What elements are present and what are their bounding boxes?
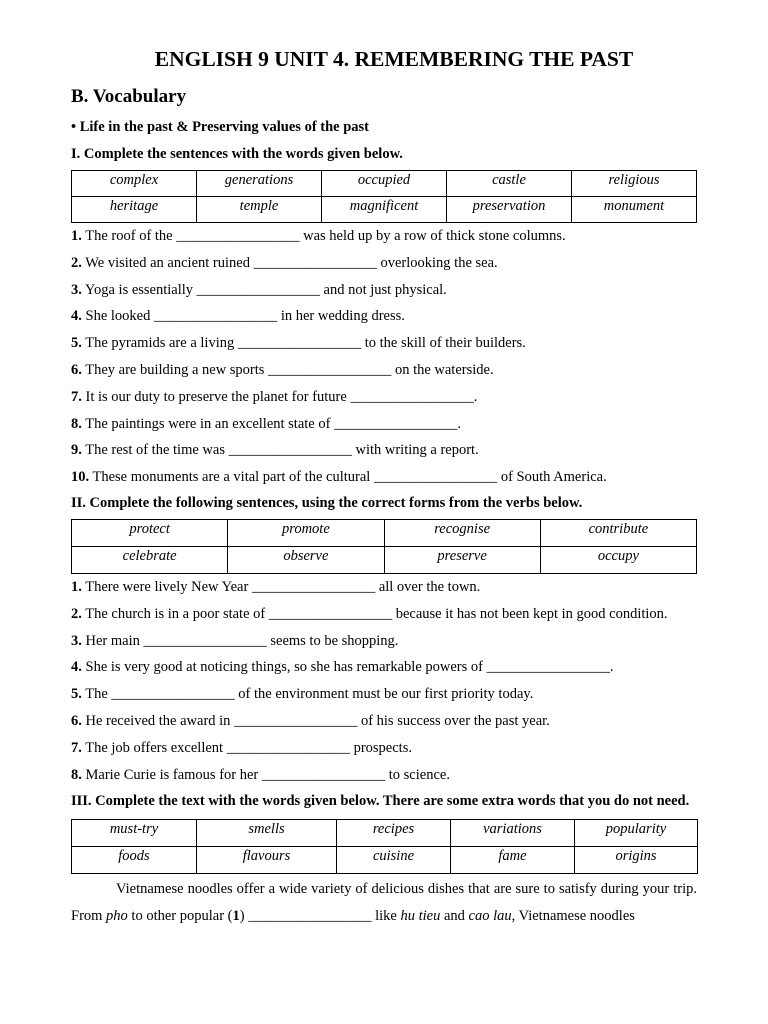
answer-blank[interactable]: _________________ <box>226 739 350 756</box>
question-text: Marie Curie is famous for her <box>81 766 262 783</box>
word-cell: complex <box>72 171 197 197</box>
question-item <box>71 250 697 277</box>
word-cell: religious <box>572 171 697 197</box>
question-number: 9. <box>71 442 82 459</box>
answer-blank[interactable]: _________________ <box>253 254 377 271</box>
question-number: 7. <box>71 388 82 405</box>
word-cell: must-try <box>72 820 197 847</box>
word-cell: generations <box>197 171 322 197</box>
question-number: 8. <box>71 766 82 783</box>
question-number: 8. <box>71 415 82 432</box>
paragraph-italic: hu tieu <box>400 908 441 925</box>
question-text: They are building a new sports <box>81 361 269 378</box>
answer-blank[interactable]: _________________ <box>268 605 393 622</box>
word-cell: magnificent <box>322 197 447 223</box>
question-item <box>71 601 697 628</box>
section-heading: B. Vocabulary <box>71 86 187 107</box>
answer-blank[interactable]: _________________ <box>373 469 498 486</box>
question-text: She looked <box>81 308 154 325</box>
part2-heading: II. Complete the following sentences, using the correct forms from the verbs below. <box>71 494 583 511</box>
part2-questions <box>71 574 697 788</box>
word-cell: preservation <box>447 197 572 223</box>
answer-blank[interactable]: _________________ <box>268 361 392 378</box>
question-number: 5. <box>71 335 82 352</box>
question-number: 10. <box>71 469 90 486</box>
paragraph-text: , Vietnamese noodles <box>511 908 635 925</box>
word-cell: observe <box>228 546 384 573</box>
word-cell: recognise <box>384 519 540 546</box>
question-item <box>71 277 697 304</box>
question-item <box>71 628 697 655</box>
question-item <box>71 574 697 601</box>
question-number: 2. <box>71 605 82 622</box>
answer-blank[interactable]: _________________ <box>248 908 372 925</box>
question-text: of the environment must be our first priority today. <box>234 686 534 703</box>
question-item <box>71 735 697 762</box>
question-text: all over the town. <box>375 578 481 595</box>
question-number: 3. <box>71 281 82 298</box>
question-number: 4. <box>71 308 82 325</box>
question-text: Yoga is essentially <box>81 281 197 298</box>
question-text: because it has not been kept in good condition. <box>392 605 668 622</box>
word-cell: preserve <box>384 546 540 573</box>
question-text: seems to be shopping. <box>266 632 399 649</box>
answer-blank[interactable]: _________________ <box>153 308 278 325</box>
page-title: ENGLISH 9 UNIT 4. REMEMBERING THE PAST <box>154 47 634 71</box>
answer-blank[interactable]: _________________ <box>251 578 376 595</box>
question-item <box>71 681 697 708</box>
paragraph-italic: pho <box>106 908 128 925</box>
paragraph-text: Vietnamese noodles offer a wide variety of delicious dishes that are sure to satisfy during your trip. From <box>71 881 697 925</box>
question-text: in her wedding dress. <box>277 308 405 325</box>
paragraph-text: ) <box>239 908 249 925</box>
question-item <box>71 762 697 789</box>
question-text: . <box>457 415 461 432</box>
answer-blank[interactable]: _________________ <box>261 766 386 783</box>
part1-heading: I. Complete the sentences with the words given below. <box>71 146 403 162</box>
question-item <box>71 384 697 411</box>
question-text: The roof of the <box>81 228 177 244</box>
question-text: overlooking the sea. <box>376 254 498 271</box>
question-text: The rest of the time was <box>81 442 229 459</box>
question-number: 2. <box>71 254 82 271</box>
answer-blank[interactable]: _________________ <box>237 335 362 352</box>
word-cell: contribute <box>540 519 696 546</box>
worksheet <box>71 0 697 930</box>
answer-blank[interactable]: _________________ <box>350 388 474 405</box>
paragraph-text: and <box>440 908 469 925</box>
question-text: . <box>609 659 614 676</box>
question-text: There were lively New Year <box>81 578 252 595</box>
part1-word-box <box>71 170 697 223</box>
word-cell: flavours <box>197 847 337 874</box>
part1-questions <box>71 223 697 491</box>
part2-word-box <box>71 519 697 574</box>
word-cell: fame <box>451 847 575 874</box>
question-number: 1. <box>71 578 82 595</box>
blank-number: 1 <box>232 908 240 925</box>
topic-heading: • Life in the past & Preserving values of the past <box>71 119 370 135</box>
reading-paragraph <box>71 876 697 930</box>
answer-blank[interactable]: _________________ <box>334 415 458 432</box>
question-text: The <box>81 686 112 703</box>
question-number: 1. <box>71 228 82 244</box>
word-cell: monument <box>572 197 697 223</box>
question-item <box>71 303 697 330</box>
question-text: to science. <box>385 766 450 783</box>
question-text: She is very good at noticing things, so she has remarkable powers of <box>81 659 487 676</box>
question-text: and not just physical. <box>319 281 447 298</box>
word-cell: temple <box>197 197 322 223</box>
question-item <box>71 708 697 735</box>
question-item <box>71 437 697 464</box>
word-cell: occupied <box>322 171 447 197</box>
word-cell: recipes <box>337 820 451 847</box>
question-item <box>71 464 697 491</box>
question-text: to the skill of their builders. <box>361 335 526 352</box>
question-item <box>71 330 697 357</box>
question-item <box>71 411 697 438</box>
question-number: 6. <box>71 361 82 378</box>
question-text: The paintings were in an excellent state of <box>81 415 335 432</box>
question-number: 7. <box>71 739 82 756</box>
question-text: with writing a report. <box>351 442 479 459</box>
word-cell: variations <box>451 820 575 847</box>
question-text: on the waterside. <box>391 361 494 378</box>
question-item <box>71 223 697 250</box>
question-text: These monuments are a vital part of the cultural <box>89 469 374 486</box>
question-text: prospects. <box>349 739 412 756</box>
paragraph-text: like <box>371 908 401 925</box>
question-text: He received the award in <box>81 712 235 729</box>
answer-blank[interactable]: _________________ <box>196 281 320 298</box>
part3-word-box <box>71 819 698 874</box>
word-cell: castle <box>447 171 572 197</box>
question-number: 3. <box>71 632 82 649</box>
answer-blank[interactable]: _________________ <box>228 442 352 459</box>
question-item <box>71 357 697 384</box>
question-text: The job offers excellent <box>81 739 227 756</box>
question-number: 6. <box>71 712 82 729</box>
answer-blank[interactable]: _________________ <box>143 632 267 649</box>
word-cell: occupy <box>540 546 696 573</box>
question-text: Her main <box>81 632 144 649</box>
question-text: of South America. <box>497 469 607 486</box>
question-text: was held up by a row of thick stone columns. <box>299 228 566 244</box>
word-cell: promote <box>228 519 384 546</box>
word-cell: popularity <box>575 820 698 847</box>
word-cell: protect <box>72 519 228 546</box>
question-text: of his success over the past year. <box>357 712 550 729</box>
answer-blank[interactable]: _________________ <box>486 659 610 676</box>
word-cell: origins <box>575 847 698 874</box>
paragraph-italic: cao lau <box>468 908 512 925</box>
word-cell: heritage <box>72 197 197 223</box>
question-text: We visited an ancient ruined <box>81 254 254 271</box>
question-text: . <box>473 388 478 405</box>
word-cell: foods <box>72 847 197 874</box>
question-text: It is our duty to preserve the planet for future <box>81 388 351 405</box>
question-number: 5. <box>71 686 82 703</box>
question-text: The pyramids are a living <box>81 335 238 352</box>
answer-blank[interactable]: _________________ <box>111 686 235 703</box>
part3-heading: III. Complete the text with the words given below. There are some extra words that you do not need. <box>71 793 690 810</box>
word-cell: smells <box>197 820 337 847</box>
answer-blank[interactable]: _________________ <box>176 228 300 244</box>
word-cell: celebrate <box>72 546 228 573</box>
question-item <box>71 654 697 681</box>
word-cell: cuisine <box>337 847 451 874</box>
answer-blank[interactable]: _________________ <box>234 712 358 729</box>
question-text: The church is in a poor state of <box>81 605 269 622</box>
paragraph-text: to other popular ( <box>127 908 233 925</box>
question-number: 4. <box>71 659 82 676</box>
